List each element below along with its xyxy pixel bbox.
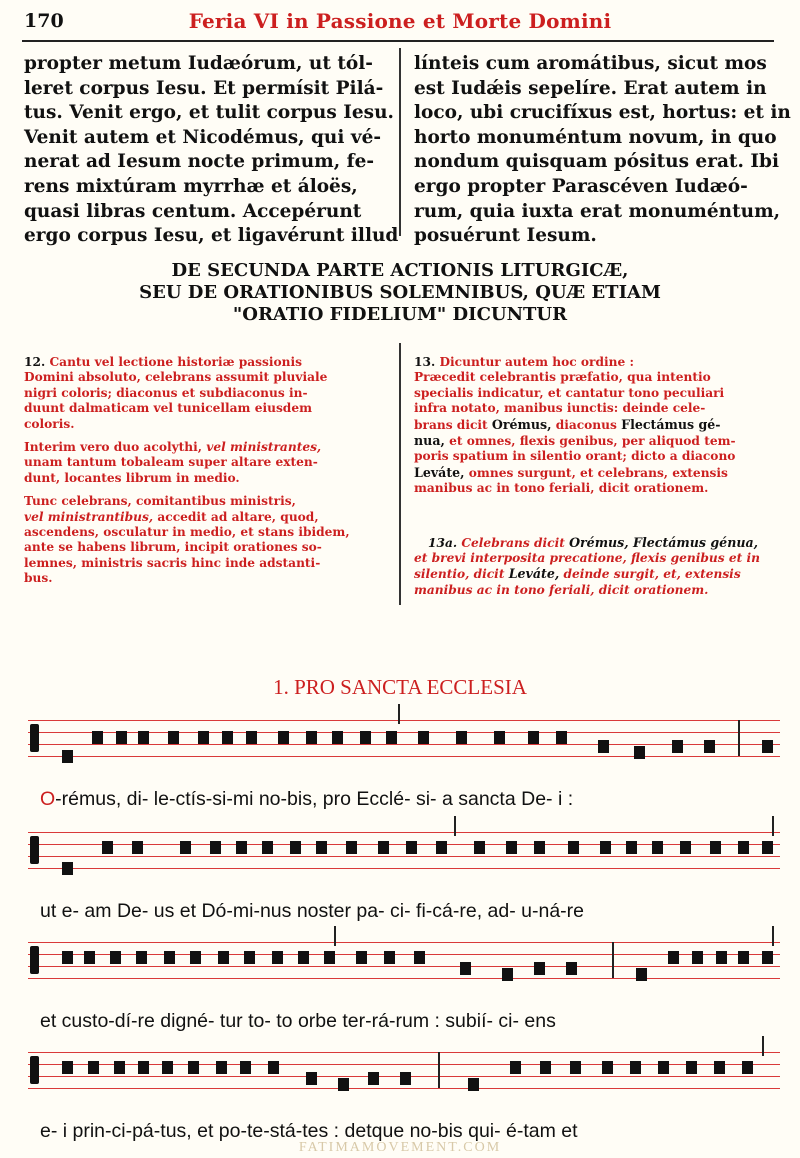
text-line: horto monuméntum novum, in quo: [414, 126, 777, 148]
text-line: nerat ad Iesum nocte primum, fe-: [24, 151, 375, 173]
rubric-line: ante se habens librum, incipit orationes so-: [24, 540, 322, 555]
rubric-line: manibus ac in tono feriali, dicit orationem.: [414, 582, 709, 597]
gospel-right-column: [414, 52, 791, 249]
rubric-line: unam tantum tobaleam super altare exten-: [24, 455, 318, 470]
rubric-line: Dicuntur autem hoc ordine :: [439, 355, 634, 369]
watermark: FATIMAMOVEMENT.COM: [298, 1140, 502, 1155]
rubric-line: dunt, locantes librum in medio.: [24, 470, 240, 485]
rubric-line: bus.: [24, 571, 53, 586]
rubric-black-text: Orémus, Flectámus génua,: [569, 534, 759, 550]
rubric-number: 12.: [24, 355, 46, 369]
rubric-italic: vel ministrantes,: [206, 440, 322, 455]
rubric-line: Domini absoluto, celebrans assumit pluviale: [24, 370, 328, 385]
rubric-line: Cantu vel lectione historiæ passionis: [49, 355, 302, 369]
rubric-line: duunt dalmaticam vel tunicellam eiusdem: [24, 401, 312, 416]
heading-line: "ORATIO FIDELIUM" DICUNTUR: [232, 304, 568, 325]
text-line: quasi libras centum. Accepérunt: [24, 200, 362, 222]
rubric-right-column: [414, 347, 776, 598]
rubric-line: manibus ac in tono feriali, dicit orationem.: [414, 481, 709, 496]
rubric-line: ascendens, osculatur in medio, et stans ibidem,: [24, 525, 350, 540]
rubric-number: 13a.: [428, 535, 458, 550]
text-line: posuérunt Iesum.: [414, 225, 597, 247]
rubric-black-text: nua,: [414, 433, 445, 449]
rubric-line: specialis indicatur, et cantatur tono peculiari: [414, 385, 725, 400]
rubric-text: omnes surgunt, et celebrans, extensis: [464, 465, 728, 480]
text-line: propter metum Iudæórum, ut tól-: [24, 53, 373, 74]
text-line: rum, quia iuxta erat monuméntum,: [414, 200, 781, 222]
c-clef-icon: [30, 724, 39, 752]
c-clef-icon: [30, 836, 39, 864]
rubric-text: et omnes, flexis genibus, per aliquod tem-: [444, 434, 736, 449]
gospel-left-column: [24, 52, 399, 249]
rubric-text: Celebrans dicit: [457, 535, 570, 550]
text-line: Venit autem et Nicodémus, qui vé-: [24, 126, 382, 148]
rubric-black-text: Leváte,: [414, 464, 465, 480]
lyrics-text: -rémus, di- le-ctís-si-mi no-bis, pro Ecclé- si- a sancta De- i :: [55, 788, 574, 810]
text-line: leret corpus Iesu. Et permísit Pilá-: [24, 77, 384, 99]
text-line: nondum quisquam pósitus erat. Ibi: [414, 151, 779, 173]
page-number: 170: [24, 10, 64, 32]
rubric-number: 13.: [414, 355, 436, 369]
chant-title: 1. PRO SANCTA ECCLESIA: [273, 675, 527, 699]
text-line: ergo propter Parascéven Iudæó-: [414, 175, 748, 197]
lyrics-line: e- i prin-ci-pá-tus, et po-te-stá-tes : detque no-bis qui- é-tam et: [40, 1120, 578, 1142]
c-clef-icon: [30, 946, 39, 974]
heading-line: DE SECUNDA PARTE ACTIONIS LITURGICÆ,: [171, 260, 629, 281]
initial-letter: O: [40, 788, 56, 810]
lyrics-line: [40, 788, 780, 811]
rubric-left-column: [24, 347, 390, 595]
rubric-line: nigri coloris; diaconus et subdiaconus in-: [24, 385, 308, 400]
text-line: rens mixtúram myrrhæ et áloës,: [24, 175, 358, 197]
column-divider: [399, 48, 401, 236]
heading-line: SEU DE ORATIONIBUS SOLEMNIBUS, QUÆ ETIAM: [139, 282, 661, 303]
c-clef-icon: [30, 1056, 39, 1084]
section-heading: [60, 260, 740, 326]
staff: [28, 1050, 780, 1090]
rubric-line: infra notato, manibus iunctis: deinde cele-: [414, 401, 706, 416]
running-title: Feria VI in Passione et Morte Domini: [188, 9, 612, 33]
rubric-italic: vel ministrantibus,: [24, 509, 154, 524]
rubric-black-text: Leváte,: [508, 566, 560, 582]
text-line: ergo corpus Iesu, et ligavérunt illud: [24, 225, 399, 247]
staff: [28, 830, 780, 870]
rubric-line: poris spatium in silentio orant; dicto a diacono: [414, 449, 736, 464]
rubric-line: coloris.: [24, 416, 75, 431]
rubric-text: Interim vero duo acolythi,: [24, 440, 207, 455]
lyrics-line: ut e- am De- us et Dó-mi-nus noster pa- ci- fi-cá-re, ad- u-ná-re: [40, 900, 585, 922]
text-line: loco, ubi crucifíxus est, hortus: et in: [414, 102, 791, 124]
rubric-line: lemnes, ministris sacris hinc inde adstanti-: [24, 555, 321, 570]
rubric-line: Tunc celebrans, comitantibus ministris,: [24, 494, 296, 509]
rubric-line: et brevi interposita precatione, flexis genibus et in: [414, 551, 760, 566]
text-line: est Iudǽis sepelíre. Erat autem in: [414, 77, 767, 99]
header-rule: [22, 40, 774, 42]
staff: [28, 940, 780, 980]
staff: [28, 718, 780, 758]
column-divider: [399, 343, 401, 605]
rubric-line: Præcedit celebrantis præfatio, qua intentio: [414, 370, 711, 385]
lyrics-line: et custo-dí-re digné- tur to- to orbe ter-rá-rum : subií- ci- ens: [40, 1010, 556, 1032]
rubric-black-text: Flectámus gé-: [621, 416, 721, 432]
rubric-text: accedit ad altare, quod,: [153, 509, 319, 524]
rubric-text: silentio, dicit: [414, 567, 509, 582]
rubric-text: brans dicit: [414, 417, 492, 432]
text-line: línteis cum aromátibus, sicut mos: [414, 53, 767, 74]
rubric-black-text: Orémus,: [491, 416, 552, 432]
rubric-text: diaconus: [551, 417, 622, 432]
rubric-text: deinde surgit, et, extensis: [559, 567, 741, 582]
text-line: tus. Venit ergo, et tulit corpus Iesu.: [24, 102, 394, 124]
